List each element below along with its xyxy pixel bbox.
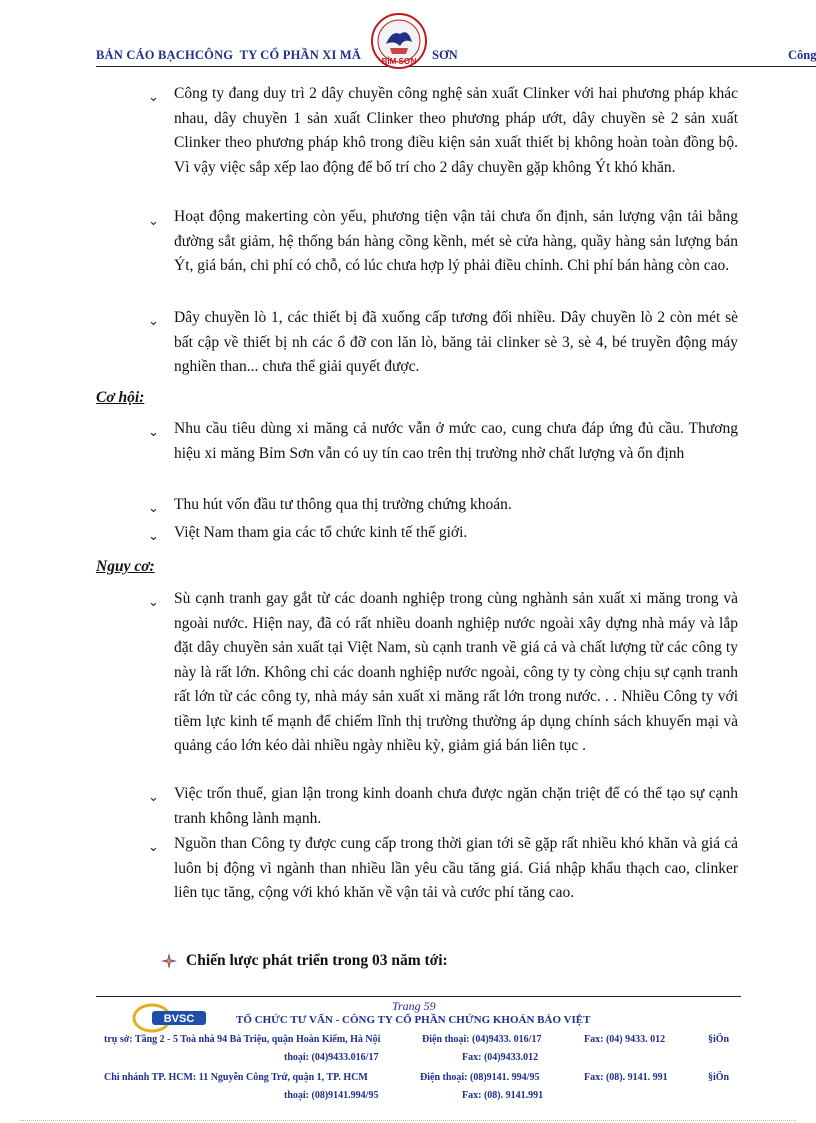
footer-hq-address: trụ sở: Tầng 2 - 5 Toà nhà 94 Bà Triệu, quận Hoàn Kiếm, Hà Nội <box>104 1034 381 1045</box>
page-number: Trang 59 <box>392 999 436 1013</box>
threat-item: Việc trốn thuế, gian lận trong kinh doanh chưa được ngăn chặn triệt để có thể tạo sự cạnh tranh không lành mạnh. <box>174 785 738 827</box>
footer-hcm-tail: §iÖn <box>708 1072 730 1083</box>
footer-hcm-phone-2: thoại: (08)9141.994/95 <box>284 1090 379 1101</box>
weakness-item: Công ty đang duy trì 2 dây chuyền công nghệ sản xuất Clinker với hai phương pháp khác nhau, dây chuyền 1 sản xuất Clinker theo phương pháp ướt, dây chuyền sè 2 sản xuất Clinker theo phương pháp khô trong điều kiện sản xuất thiết bị không hoàn toàn đồng bộ. Vì vậy việc sắp xếp lao động để bố trí cho 2 dây chuyền gặp không Ýt khó khăn. <box>174 85 738 176</box>
header-rule <box>96 66 816 67</box>
threat-item: Nguồn than Công ty được cung cấp trong thời gian tới sẽ gặp rất nhiều khó khăn và giá cả luôn bị động vì ngành than nhiều lần yêu cầu tăng giá. Giá nhập khẩu thạch cao, clinker liên tục tăng, cộng với khó khăn về vận tải và cước phí tăng cao. <box>174 835 738 901</box>
footer-hcm-phone: Điện thoại: (08)9141. 994/95 <box>420 1072 540 1083</box>
chevron-bullet-icon: ⌄ <box>148 314 159 329</box>
weakness-item: Dây chuyền lò 1, các thiết bị đã xuống cấp tương đối nhiều. Dây chuyền lò 2 còn mét sè bất cập về thiết bị nh các ổ đỡ con lăn lò, băng tải clinker sè 3, sè 4, bé truyền động máy nghiền than... chưa thể giải quyết được. <box>174 309 738 375</box>
footer-organization: TỔ CHỨC TƯ VẤN - CÔNG TY CỔ PHẦN CHỨNG KHOÁN BẢO VIỆT <box>236 1014 591 1026</box>
opportunity-item: Thu hút vốn đầu tư thông qua thị trường chứng khoán. <box>174 496 512 513</box>
footer-hq-tail: §iÖn <box>708 1034 730 1045</box>
chevron-bullet-icon: ⌄ <box>148 501 159 516</box>
footer-hq-phone-2: thoại: (04)9433.016/17 <box>284 1052 379 1063</box>
footer-hcm-address: Chi nhánh TP. HCM: 11 Nguyễn Công Trứ, quận 1, TP. HCM <box>104 1072 368 1083</box>
chevron-bullet-icon: ⌄ <box>148 790 159 805</box>
bim-son-logo <box>370 12 428 70</box>
header-title: BẢN CÁO BẠCHCÔNG TY CỔ PHẦN XI MĂ <box>96 48 362 62</box>
svg-text:BỈM SƠN: BỈM SƠN <box>381 57 417 66</box>
section-threats-title: Nguy cơ: <box>96 558 155 575</box>
footer-hcm-fax-2: Fax: (08). 9141.991 <box>462 1090 544 1101</box>
threat-item: Sù cạnh tranh gay gắt từ các doanh nghiệp trong cùng nghành sản xuất xi măng trong và ngoài nước. Hiện nay, đã có rất nhiều doanh nghiệp nước ngoài xây dựng nhà máy và lắp đặt dây chuyền sản xuất tại Việt Nam, sù cạnh tranh về giá cả và chất lượng từ các công ty này là rất lớn. Không chỉ các doanh nghiệp nước ngoài, công ty ty còng chịu sự cạnh tranh rất lớn từ các công ty, nhà máy sản xuất xi măng rất lớn trong nước. . . Nhiều Công ty với tiềm lực kinh tế mạnh để chiếm lĩnh thị trường thường áp dụng chính sách khuyến mại và quảng cáo lớn kéo dài nhiều ngày nhiều kỳ, giảm giá bán liên tục . <box>174 590 738 754</box>
footer-rule <box>96 996 741 997</box>
footer-hq-phone: Điện thoại: (04)9433. 016/17 <box>422 1034 542 1045</box>
star-bullet-icon <box>160 952 178 970</box>
chevron-bullet-icon: ⌄ <box>148 425 159 440</box>
bvsc-logo <box>130 1002 210 1034</box>
chevron-bullet-icon: ⌄ <box>148 595 159 610</box>
footer-hcm-fax: Fax: (08). 9141. 991 <box>584 1072 668 1083</box>
chevron-bullet-icon: ⌄ <box>148 90 159 105</box>
footer-hq-fax: Fax: (04) 9433. 012 <box>584 1034 666 1045</box>
page-edge-divider <box>20 1120 796 1121</box>
strategy-heading: Chiến lược phát triển trong 03 năm tới: <box>186 952 448 969</box>
header-title-tail: SƠN <box>432 48 458 62</box>
opportunity-item: Việt Nam tham gia các tổ chức kinh tế thế giới. <box>174 524 468 541</box>
section-opportunities-title: Cơ hội: <box>96 389 145 406</box>
chevron-bullet-icon: ⌄ <box>148 214 159 229</box>
footer-hq-fax-2: Fax: (04)9433.012 <box>462 1052 539 1063</box>
svg-text:BVSC: BVSC <box>163 1013 195 1025</box>
chevron-bullet-icon: ⌄ <box>148 529 159 544</box>
header-right-text: Công <box>788 48 816 62</box>
weakness-item: Hoạt động makerting còn yếu, phương tiện vận tải chưa ổn định, sản lượng vận tải bằng đường sắt giảm, hệ thống bán hàng cồng kềnh, mét sè cửa hàng, quầy hàng sản lượng bán Ýt, giá bán, chi phí có chỗ, có lúc chưa hợp lý phải điều chỉnh. Chi phí bán hàng còn cao. <box>174 208 738 274</box>
chevron-bullet-icon: ⌄ <box>148 840 159 855</box>
opportunity-item: Nhu cầu tiêu dùng xi măng cả nước vẫn ở mức cao, cung chưa đáp ứng đủ cầu. Thương hiệu xi măng Bỉm Sơn vẫn có uy tín cao trên thị trường nhờ chất lượng và ổn định <box>174 420 738 462</box>
